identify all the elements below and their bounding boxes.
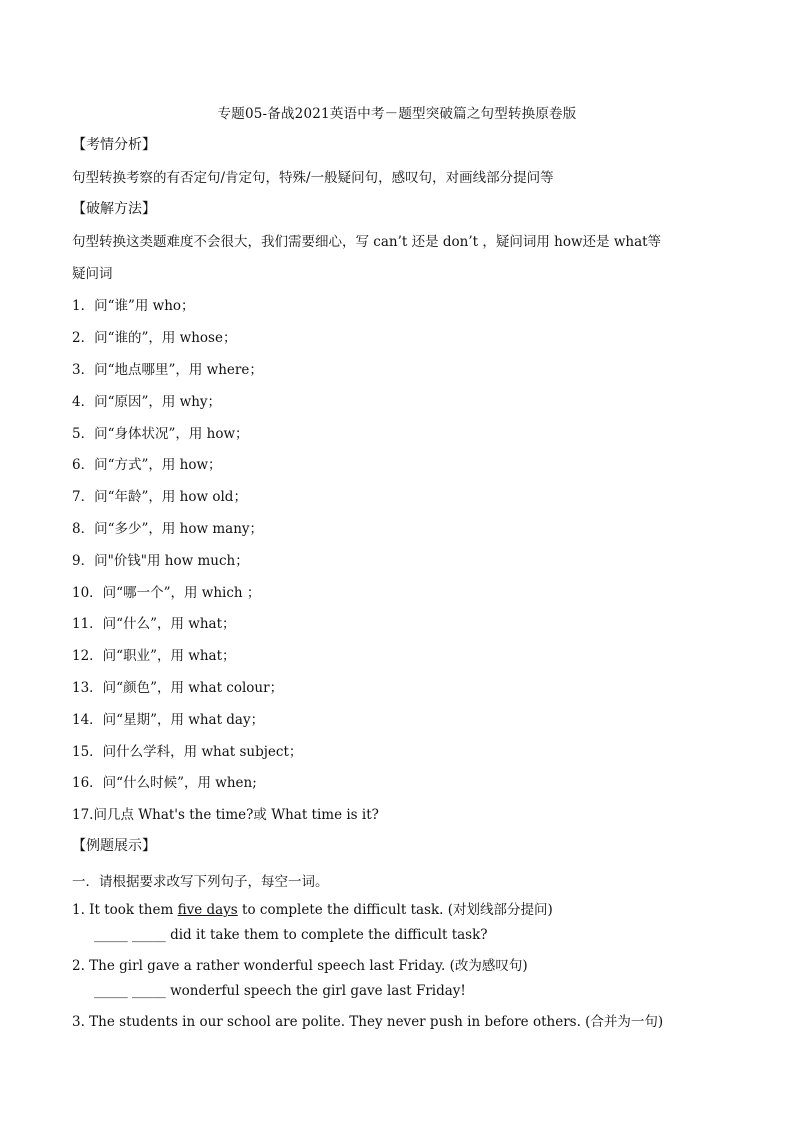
analysis-text: 句型转换考察的有否定句/肯定句，特殊/一般疑问句，感叹句，对画线部分提问等 <box>72 170 554 186</box>
list-item: 15．问什么学科，用 what subject； <box>72 744 303 760</box>
analysis-heading: 【考情分析】 <box>72 137 156 153</box>
method-text-line1: 句型转换这类题难度不会很大，我们需要细心，写 can’t 还是 don’t ，疑问词用 how还是 what等 <box>72 234 662 250</box>
list-item: 5．问“身体状况”，用 how； <box>72 426 249 442</box>
list-item: 7．问“年龄”，用 how old； <box>72 489 247 505</box>
list-item: 4．问“原因”，用 why； <box>72 394 222 410</box>
list-item: 16．问“什么时候”，用 when; <box>72 775 257 791</box>
examples-instruction: 一．请根据要求改写下列句子，每空一词。 <box>72 874 329 890</box>
method-heading: 【破解方法】 <box>72 201 156 217</box>
list-item: 6．问“方式”，用 how； <box>72 457 222 473</box>
question-1-underlined: five days <box>177 902 238 918</box>
list-item: 11．问“什么”，用 what； <box>72 616 236 632</box>
question-2-answer: _____ _____ wonderful speech the girl gave last Friday! <box>94 983 466 999</box>
list-item: 13．问“颜色”，用 what colour； <box>72 680 284 696</box>
question-2: 2. The girl gave a rather wonderful speech last Friday. (改为感叹句) <box>72 958 528 974</box>
question-3: 3. The students in our school are polite. They never push in before others. (合并为一句) <box>72 1014 664 1030</box>
list-item: 17.问几点 What's the time?或 What time is it? <box>72 807 379 823</box>
examples-heading: 【例题展示】 <box>72 838 156 854</box>
question-1-prefix: 1. It took them <box>72 902 178 918</box>
list-item: 2．问“谁的”，用 whose； <box>72 330 237 346</box>
page-title: 专题05-备战2021英语中考－题型突破篇之句型转换原卷版 <box>217 106 577 122</box>
list-item: 10．问“哪一个”，用 which ； <box>72 585 261 601</box>
list-item: 12．问“职业”，用 what； <box>72 648 236 664</box>
question-1 <box>72 898 553 918</box>
list-item: 9．问"价钱"用 how much； <box>72 553 249 569</box>
question-1-answer: _____ _____ did it take them to complete the difficult task? <box>94 927 488 943</box>
list-item: 3．问“地点哪里”，用 where； <box>72 362 263 378</box>
list-item: 1．问“谁”用 who； <box>72 298 195 314</box>
list-item: 8．问“多少”，用 how many； <box>72 521 264 537</box>
question-1-suffix: to complete the difficult task. (对划线部分提问) <box>237 902 553 918</box>
method-text-line2: 疑问词 <box>72 266 113 282</box>
list-item: 14．问“星期”，用 what day； <box>72 712 265 728</box>
